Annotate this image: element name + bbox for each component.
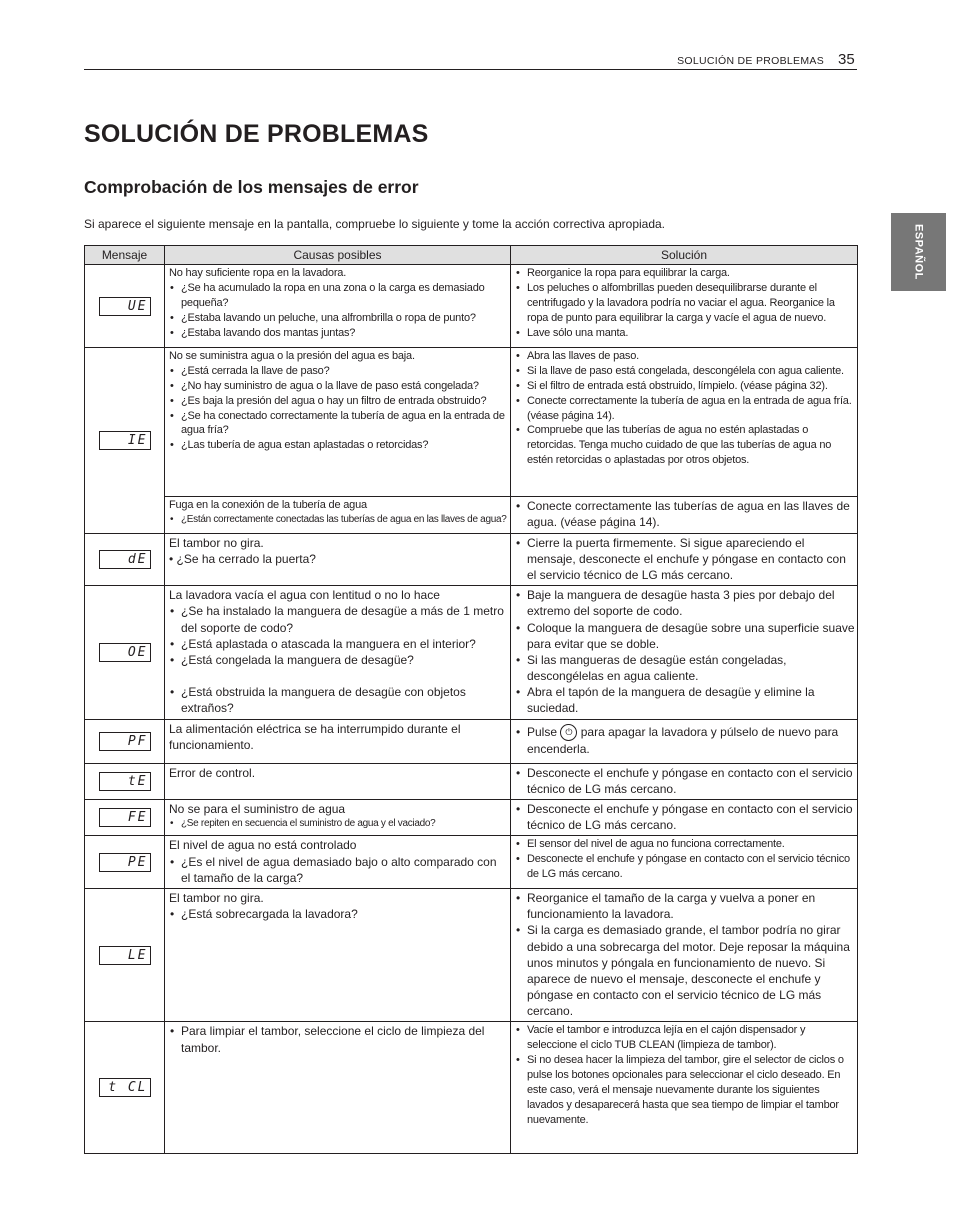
header-mensaje: Mensaje (85, 246, 165, 265)
solution-text-pre: Pulse (527, 724, 558, 739)
list-item: • ¿Es el nivel de agua demasiado bajo o alto comparado con el tamaño de la carga? (169, 854, 508, 886)
list-item: • ¿Se repiten en secuencia el suministro de agua y el vaciado? (169, 817, 508, 831)
list-item: • Desconecte el enchufe y póngase en contacto con el servicio técnico de LG más cercano. (515, 765, 855, 797)
cause-cell (165, 1022, 511, 1154)
solution-list (515, 765, 855, 797)
solution-list (515, 1023, 855, 1127)
cause-title: No se suministra agua o la presión del agua es baja. (169, 350, 415, 363)
solution-cell (511, 265, 858, 348)
list-item (515, 724, 855, 758)
running-header-section: SOLUCIÓN DE PROBLEMAS (677, 55, 824, 67)
table-header-row (85, 246, 858, 265)
header-solucion: Solución (511, 246, 858, 265)
list-item: • Vacíe el tambor e introduzca lejía en el cajón dispensador y seleccione el ciclo TUB CLEAN (limpieza de tambor). (515, 1023, 855, 1053)
solution-list (515, 349, 855, 468)
header-causas: Causas posibles (165, 246, 511, 265)
cause-title: Fuga en la conexión de la tubería de agua (169, 499, 367, 512)
cause-cell (165, 586, 511, 720)
solution-cell (511, 586, 858, 720)
solution-list (515, 587, 855, 717)
cause-cell (165, 763, 511, 799)
list-item: • Compruebe que las tuberías de agua no estén aplastadas o retorcidas. Tenga mucho cuidado de que las tuberías de agua no estén retorcidas o aplastadas por otros objetos. (515, 423, 855, 468)
cause-title: Error de control. (169, 765, 256, 780)
list-item: • Desconecte el enchufe y póngase en contacto con el servicio técnico de LG más cercano. (515, 852, 855, 882)
list-item: • ¿Es baja la presión del agua o hay un filtro de entrada obstruido? (169, 394, 508, 409)
solution-list (515, 801, 855, 833)
page-title: SOLUCIÓN DE PROBLEMAS (84, 120, 429, 148)
solution-cell (511, 800, 858, 836)
error-code-display: PF (99, 732, 151, 751)
list-item: • Lave sólo una manta. (515, 326, 855, 341)
solution-cell (511, 348, 858, 497)
cause-title: El nivel de agua no está controlado (169, 838, 357, 853)
solution-cell (511, 497, 858, 533)
cause-list (169, 513, 508, 527)
table-row (85, 800, 858, 836)
list-item: • Si las mangueras de desagüe están congeladas, descongélelas en agua caliente. (515, 652, 855, 684)
cause-cell (165, 533, 511, 586)
solution-cell (511, 888, 858, 1022)
list-item: • Reorganice el tamaño de la carga y vuelva a poner en funcionamiento la lavadora. (515, 890, 855, 922)
error-code-display: IE (99, 431, 151, 450)
solution-text-post: para apagar la lavadora y púlselo de nuevo para encenderla. (527, 724, 839, 757)
solution-cell (511, 533, 858, 586)
list-item: • Para limpiar el tambor, seleccione el ciclo de limpieza del tambor. (169, 1023, 508, 1055)
language-tab-label: ESPAÑOL (912, 224, 925, 280)
list-item: • ¿Están correctamente conectadas las tuberías de agua en las llaves de agua? (169, 513, 508, 527)
solution-list (515, 890, 855, 1020)
list-item: • ¿Está sobrecargada la lavadora? (169, 906, 508, 922)
list-item: • Conecte correctamente la tubería de agua en la entrada de agua fría. (véase página 14). (515, 394, 855, 424)
cause-title: No hay suficiente ropa en la lavadora. (169, 267, 347, 280)
list-item: • ¿Se ha acumulado la ropa en una zona o la carga es demasiado pequeña? (169, 281, 508, 311)
cause-cell (165, 719, 511, 763)
error-code-display: PE (99, 853, 151, 872)
list-item: • Reorganice la ropa para equilibrar la carga. (515, 266, 855, 281)
list-item: • ¿Está congelada la manguera de desagüe? (169, 652, 508, 668)
list-item: • Si la llave de paso está congelada, descongélela con agua caliente. (515, 364, 855, 379)
list-item: • ¿Está obstruida la manguera de desagüe con objetos extraños? (169, 684, 508, 716)
page-number: 35 (838, 51, 855, 68)
solution-cell (511, 719, 858, 763)
solution-cell (511, 1022, 858, 1154)
section-subtitle: Comprobación de los mensajes de error (84, 177, 419, 197)
cause-title: La alimentación eléctrica se ha interrumpido durante el funcionamiento. (169, 721, 461, 752)
solution-list (515, 535, 855, 584)
solution-list (515, 837, 855, 882)
intro-paragraph: Si aparece el siguiente mensaje en la pantalla, compruebe lo siguiente y tome la acción correctiva apropiada. (84, 217, 666, 231)
cause-list (169, 854, 508, 886)
cause-cell (165, 348, 511, 497)
cause-list (169, 817, 508, 831)
table-row (85, 497, 858, 533)
language-tab (891, 213, 946, 291)
list-item: • Cierre la puerta firmemente. Si sigue apareciendo el mensaje, desconecte el enchufe y póngase en contacto con el servicio técnico de LG más cercano. (515, 535, 855, 584)
table-row (85, 888, 858, 1022)
cause-plain: • ¿Se ha cerrado la puerta? (169, 551, 316, 566)
table-row (85, 533, 858, 586)
table-row (85, 763, 858, 799)
list-item: • Si no desea hacer la limpieza del tambor, gire el selector de ciclos o pulse los botones opcionales para seleccionar el ciclo deseado. En este caso, verá el mensaje nuevamente durante los siguientes lavados y desaparecerá hasta que sea tiempo de limpiar el tambor nuevamente. (515, 1053, 855, 1127)
solution-list (515, 498, 855, 530)
list-item: • Coloque la manguera de desagüe sobre una superficie suave para evitar que se doble. (515, 620, 855, 652)
cause-list (169, 906, 508, 922)
list-item: • Si la carga es demasiado grande, el tambor podría no girar debido a una sobrecarga del motor. Deje reposar la máquina unos minutos y póngala en funcionamiento de nuevo. Si aparece de nuevo el mensaje, desconecte el enchufe y póngase en contacto con el servicio técnico de LG más cercano. (515, 922, 855, 1019)
error-code-display: dE (99, 550, 151, 569)
error-code-display: FE (99, 808, 151, 827)
cause-list (169, 364, 508, 453)
list-item: • ¿Estaba lavando un peluche, una alfrombrilla o ropa de punto? (169, 311, 508, 326)
list-item: • Baje la manguera de desagüe hasta 3 pies por debajo del extremo del soporte de codo. (515, 587, 855, 619)
list-item: • ¿No hay suministro de agua o la llave de paso está congelada? (169, 379, 508, 394)
list-item: • ¿Las tubería de agua estan aplastadas o retorcidas? (169, 438, 508, 453)
list-item: • El sensor del nivel de agua no funciona correctamente. (515, 837, 855, 852)
list-item: • Si el filtro de entrada está obstruido, límpielo. (véase página 32). (515, 379, 855, 394)
header-rule (84, 69, 857, 70)
error-code-display: LE (99, 946, 151, 965)
cause-cell (165, 836, 511, 889)
error-code-display: OE (99, 643, 151, 662)
list-item: • ¿Está aplastada o atascada la manguera en el interior? (169, 636, 508, 652)
solution-list (515, 266, 855, 340)
solution-cell (511, 763, 858, 799)
cause-title: La lavadora vacía el agua con lentitud o no lo hace (169, 588, 440, 603)
list-item: • Conecte correctamente las tuberías de agua en las llaves de agua. (véase página 14). (515, 498, 855, 530)
error-code-display: tE (99, 772, 151, 791)
cause-list (169, 281, 508, 340)
list-item: • Abra el tapón de la manguera de desagüe y elimine la suciedad. (515, 684, 855, 716)
table-row (85, 1022, 858, 1154)
list-item: • ¿Estaba lavando dos mantas juntas? (169, 326, 508, 341)
error-code-display: t CL (99, 1078, 151, 1097)
table-row (85, 586, 858, 720)
table-row (85, 265, 858, 348)
table-row (85, 719, 858, 763)
list-item: • Los peluches o alfombrillas pueden desequilibrarse durante el centrifugado y la lavadora podría no vaciar el agua. Reorganice la ropa de punto para equilibrar la carga y vacíe el agua de nuevo. (515, 281, 855, 326)
cause-list (169, 1023, 508, 1055)
table-row (85, 836, 858, 889)
cause-cell (165, 888, 511, 1022)
cause-title: No se para el suministro de agua (169, 802, 346, 816)
power-icon: ⏻ (560, 724, 577, 741)
list-item: • ¿Está cerrada la llave de paso? (169, 364, 508, 379)
table-row (85, 348, 858, 497)
cause-list (169, 603, 508, 716)
list-item: • ¿Se ha conectado correctamente la tubería de agua en la entrada de agua fría? (169, 409, 508, 439)
list-item: • ¿Se ha instalado la manguera de desagüe a más de 1 metro del soporte de codo? (169, 603, 508, 635)
cause-cell (165, 497, 511, 533)
solution-cell (511, 836, 858, 889)
cause-title: El tambor no gira. (169, 890, 264, 905)
error-code-display: UE (99, 297, 151, 316)
list-item: • Desconecte el enchufe y póngase en contacto con el servicio técnico de LG más cercano. (515, 801, 855, 833)
cause-cell (165, 800, 511, 836)
cause-cell (165, 265, 511, 348)
list-item: • Abra las llaves de paso. (515, 349, 855, 364)
error-messages-table (84, 245, 858, 1154)
cause-title: El tambor no gira. (169, 535, 264, 550)
solution-list (515, 724, 855, 758)
